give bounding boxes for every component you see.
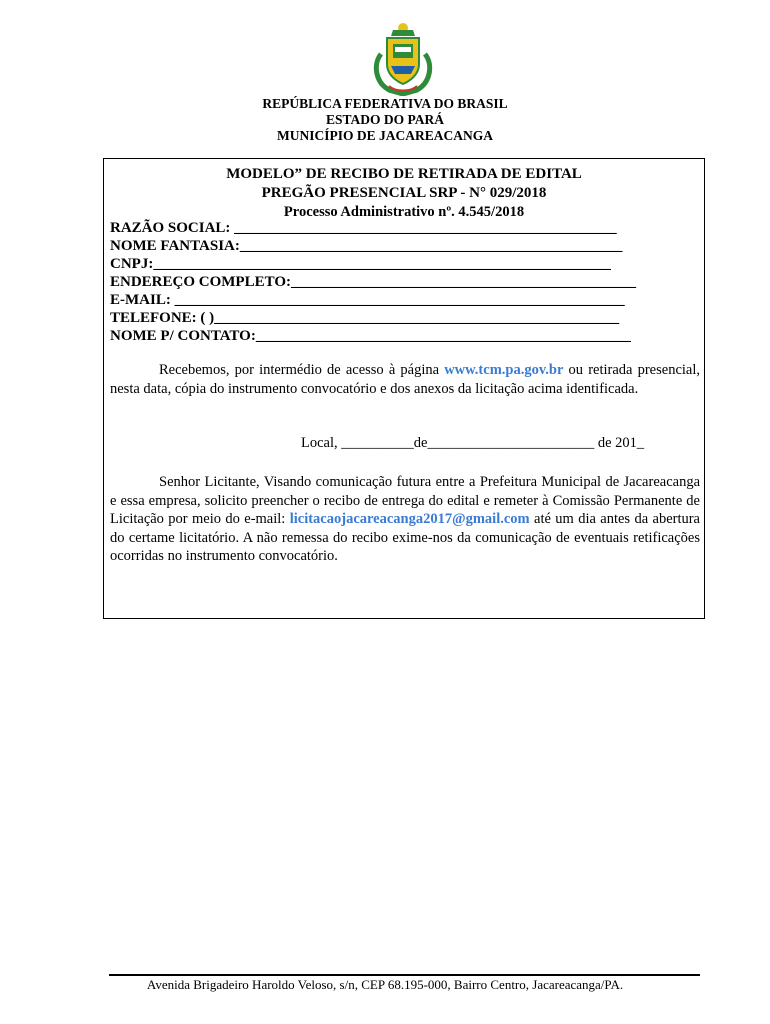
form-title-line1: MODELO” DE RECIBO DE RETIRADA DE EDITAL: [226, 166, 582, 182]
field-endereco[interactable]: ENDEREÇO COMPLETO:______________________________________________: [110, 274, 636, 290]
form-title-line2: PREGÃO PRESENCIAL SRP - N° 029/2018: [261, 185, 547, 201]
instructions-paragraph: [110, 473, 700, 566]
field-contato[interactable]: NOME P/ CONTATO:__________________________________________________: [110, 328, 631, 344]
field-nome-fantasia[interactable]: NOME FANTASIA:___________________________________________________: [110, 238, 623, 254]
header-municipality: MUNICÍPIO DE JACAREACANGA: [277, 128, 493, 143]
tcm-website-link[interactable]: www.tcm.pa.gov.br: [444, 362, 564, 378]
header-country: REPÚBLICA FEDERATIVA DO BRASIL: [262, 96, 508, 111]
municipal-coat-of-arms-icon: [371, 20, 435, 96]
email-link[interactable]: licitacaojacareacanga2017@gmail.com: [289, 511, 530, 527]
field-email[interactable]: E-MAIL: ____________________________________________________________: [110, 292, 625, 308]
receipt-text-end: ou retirada presencial, nesta data, cópia do instrumento convocatório e dos anexos da licitação acima identificada.: [110, 362, 701, 397]
footer-divider: [109, 974, 700, 976]
footer-address: Avenida Brigadeiro Haroldo Veloso, s/n, CEP 68.195-000, Bairro Centro, Jacareacanga/PA.: [146, 977, 624, 992]
document-header: [0, 96, 770, 144]
instructions-text-end: até um dia antes da abertura do certame licitatório. A não remessa do recibo exime-nos da comunicação de eventuais retificações ocorridas no instrumento convocatório.: [110, 511, 700, 564]
receipt-form-box: [103, 158, 705, 619]
field-telefone[interactable]: TELEFONE: ( )______________________________________________________: [110, 310, 620, 326]
form-title-line3: Processo Administrativo nº. 4.545/2018: [283, 204, 525, 220]
receipt-text-start: Recebemos, por intermédio de acesso à página: [159, 362, 445, 378]
field-cnpj[interactable]: CNPJ:_____________________________________________________________: [110, 256, 611, 272]
form-fields: [110, 219, 700, 345]
local-date-line: Local, __________de_______________________ de 201_: [301, 435, 645, 451]
instructions-text-start: Senhor Licitante, Visando comunicação futura entre a Prefeitura Municipal de Jacareacanga e essa empresa, solicito preencher o recibo de entrega do edital e remeter à Comissão Permanente de Licitação por meio do e-mail:: [110, 474, 700, 527]
receipt-paragraph: [110, 361, 700, 398]
header-state: ESTADO DO PARÁ: [325, 112, 444, 127]
form-title: [104, 165, 704, 222]
field-razao-social[interactable]: RAZÃO SOCIAL: ___________________________________________________: [110, 220, 617, 236]
